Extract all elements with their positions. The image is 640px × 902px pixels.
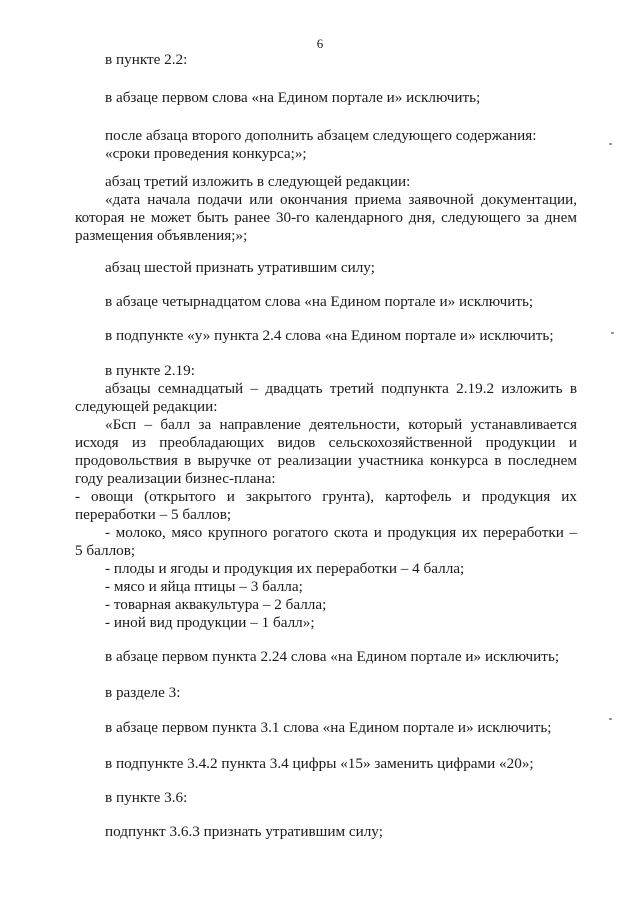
list-item: - товарная аквакультура – 2 балла; (105, 596, 327, 613)
paragraph-line: абзац шестой признать утратившим силу; (105, 259, 375, 276)
paragraph-line: в абзаце первом пункта 2.24 слова «на Едином портале и» исключить; (105, 648, 560, 665)
paragraph-line: «Бсп – балл за направление деятельности, который устанавливается (105, 416, 577, 433)
paragraph-line: исходя из преобладающих видов сельскохозяйственной продукции и (75, 434, 577, 451)
list-item: - плоды и ягоды и продукция их переработки – 4 балла; (105, 560, 465, 577)
paragraph-line: в подпункте 3.4.2 пункта 3.4 цифры «15» заменить цифрами «20»; (105, 755, 534, 772)
scan-speck (609, 143, 612, 145)
paragraph-line: - молоко, мясо крупного рогатого скота и продукция их переработки – (105, 524, 577, 541)
paragraph-line: - овощи (открытого и закрытого грунта), картофель и продукция их (75, 488, 577, 505)
paragraph-line: следующей редакции: (75, 398, 218, 415)
paragraph-line: «сроки проведения конкурса;»; (105, 145, 307, 162)
paragraph-line: году реализации бизнес-плана: (75, 470, 276, 487)
scan-speck (611, 332, 614, 334)
scan-speck (609, 718, 612, 720)
paragraph-line: «дата начала подачи или окончания приема заявочной документации, (105, 191, 577, 208)
list-item: - иной вид продукции – 1 балл»; (105, 614, 315, 631)
paragraph-line: после абзаца второго дополнить абзацем следующего содержания: (105, 127, 537, 144)
list-item: - мясо и яйца птицы – 3 балла; (105, 578, 303, 595)
paragraph-line: подпункт 3.6.3 признать утратившим силу; (105, 823, 383, 840)
paragraph-line: в абзаце четырнадцатом слова «на Едином портале и» исключить; (105, 293, 534, 310)
paragraph-line: в абзаце первом слова «на Едином портале и» исключить; (105, 89, 481, 106)
paragraph-line: размещения объявления;»; (75, 227, 248, 244)
paragraph-line: 5 баллов; (75, 542, 136, 559)
paragraph-line: продовольствия в выручке от реализации участника конкурса в последнем (75, 452, 577, 469)
page-number: 6 (316, 36, 324, 51)
paragraph-line: в пункте 2.19: (105, 362, 195, 379)
paragraph-line: в подпункте «у» пункта 2.4 слова «на Едином портале и» исключить; (105, 327, 554, 344)
paragraph-line: в разделе 3: (105, 684, 181, 701)
paragraph-line: в абзаце первом пункта 3.1 слова «на Едином портале и» исключить; (105, 719, 552, 736)
paragraph-line: в пункте 2.2: (105, 51, 188, 68)
paragraph-line: которая не может быть ранее 30-го календарного дня, следующего за днем (75, 209, 577, 226)
paragraph-line: абзац третий изложить в следующей редакции: (105, 173, 411, 190)
paragraph-line: абзацы семнадцатый – двадцать третий подпункта 2.19.2 изложить в (105, 380, 577, 397)
paragraph-line: переработки – 5 баллов; (75, 506, 232, 523)
paragraph-line: в пункте 3.6: (105, 789, 188, 806)
